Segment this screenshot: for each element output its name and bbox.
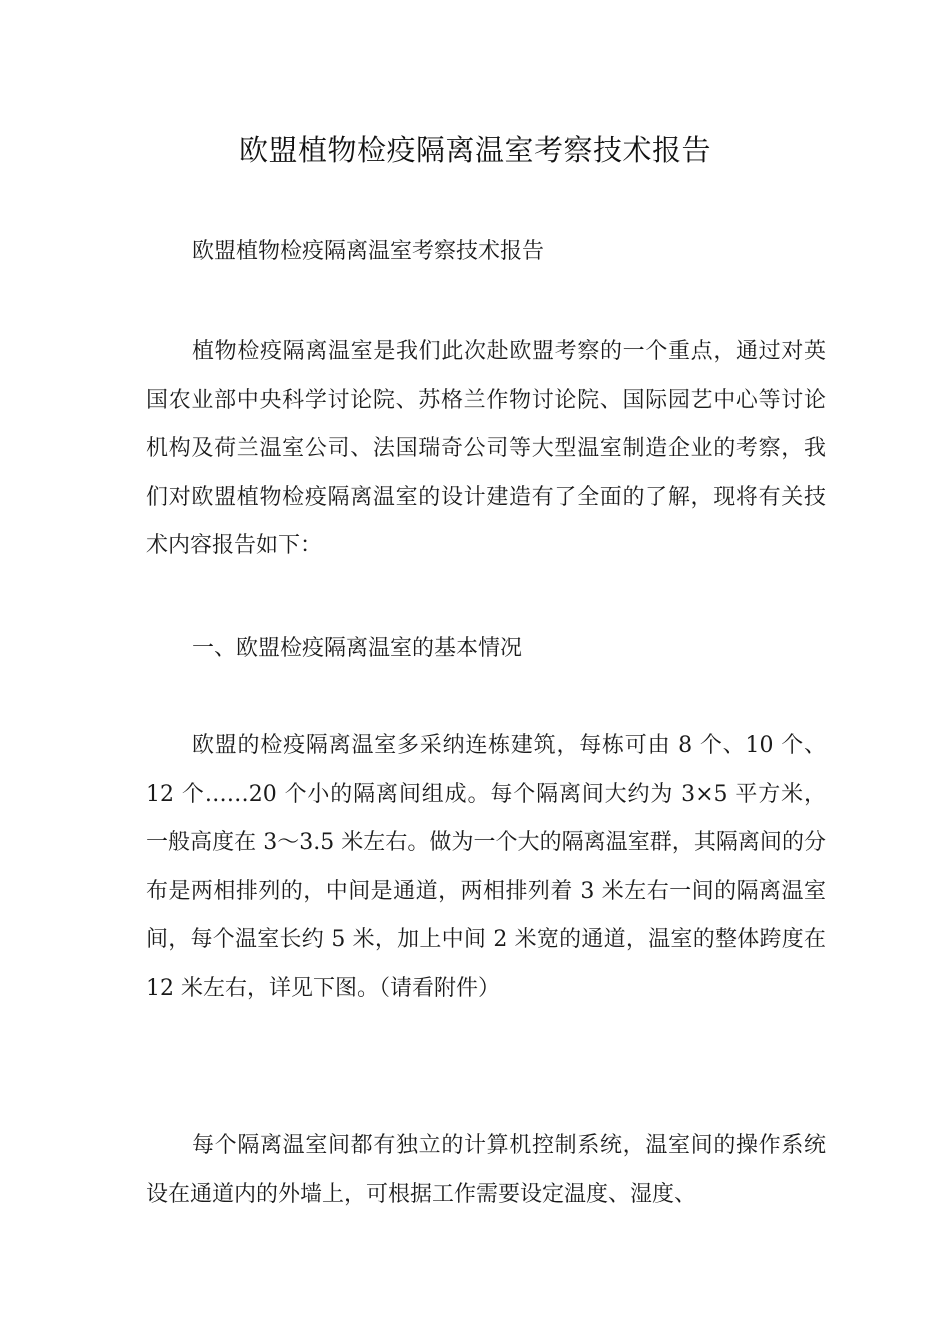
body-paragraph-control-system: 每个隔离温室间都有独立的计算机控制系统，温室间的操作系统设在通道内的外墙上，可根据工作需要设定温度、湿度、: [146, 1133, 826, 1207]
subtitle-paragraph: 欧盟植物检疫隔离温室考察技术报告: [192, 239, 545, 264]
body-paragraph-basic-info: 欧盟的检疫隔离温室多采纳连栋建筑，每栋可由 8 个、10 个、12 个……20 个小的隔离间组成。每个隔离间大约为 3×5 平方米，一般高度在 3～3.5 米左右。做为一个大的隔离温室群，其隔离间的分布是两相排列的，中间是通道，两相排列着 3 米左右一间的隔离温室间，每个温室长约 5 米，加上中间 2 米宽的通道，温室的整体跨度在 12 米左右，详见下图。（请看附件）: [146, 733, 826, 1001]
section-heading: 一、欧盟检疫隔离温室的基本情况: [192, 636, 523, 661]
document-title: 欧盟植物检疫隔离温室考察技术报告: [238, 133, 711, 167]
intro-paragraph: 植物检疫隔离温室是我们此次赴欧盟考察的一个重点，通过对英国农业部中央科学讨论院、苏格兰作物讨论院、国际园艺中心等讨论机构及荷兰温室公司、法国瑞奇公司等大型温室制造企业的考察，我们对欧盟植物检疫隔离温室的设计建造有了全面的了解，现将有关技术内容报告如下：: [146, 339, 826, 558]
